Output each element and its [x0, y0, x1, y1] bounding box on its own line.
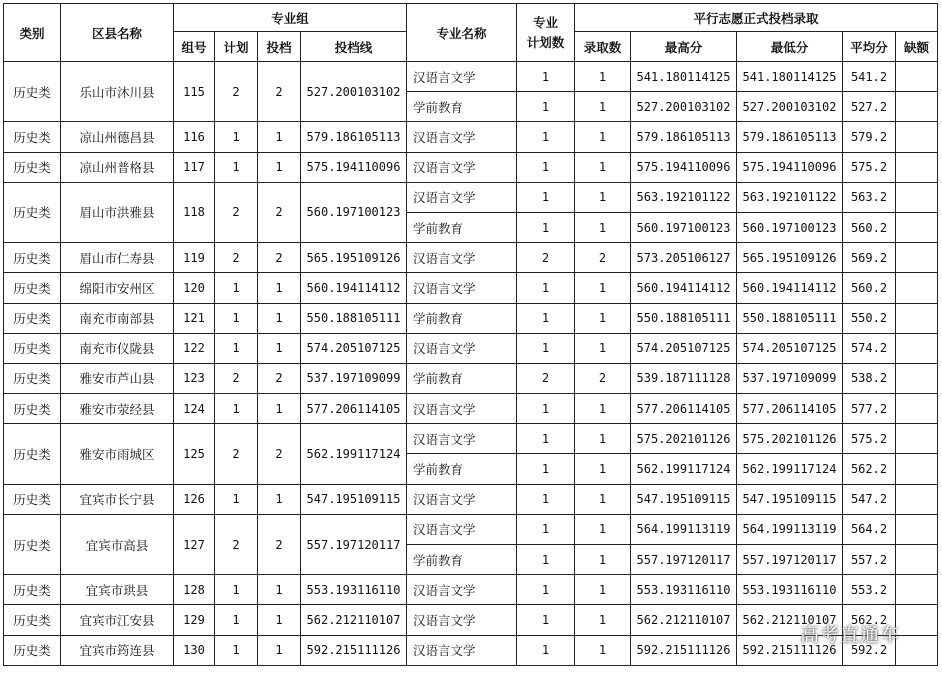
cell-major-plan: 1 — [517, 484, 575, 514]
cell-vacancy — [896, 333, 938, 363]
cell-county: 南充市仪陇县 — [61, 333, 174, 363]
header-admitted: 录取数 — [575, 32, 631, 62]
cell-group-submitted: 2 — [258, 363, 301, 393]
cell-county: 乐山市沐川县 — [61, 62, 174, 122]
cell-group-submitted: 2 — [258, 424, 301, 484]
header-major-plan: 专业 计划数 — [517, 4, 575, 62]
cell-max-score: 557.197120117 — [631, 545, 737, 575]
cell-min-score: 563.192101122 — [737, 182, 843, 212]
cell-group-no: 128 — [174, 575, 215, 605]
cell-major-plan: 1 — [517, 514, 575, 544]
cell-category: 历史类 — [4, 182, 61, 242]
cell-category: 历史类 — [4, 122, 61, 152]
cell-group-submitted: 2 — [258, 62, 301, 122]
cell-min-score: 562.199117124 — [737, 454, 843, 484]
cell-avg-score: 560.2 — [843, 212, 896, 242]
cell-cutoff: 579.186105113 — [301, 122, 407, 152]
header-max-score: 最高分 — [631, 32, 737, 62]
cell-group-no: 125 — [174, 424, 215, 484]
table-row — [4, 303, 938, 333]
cell-cutoff: 562.199117124 — [301, 424, 407, 484]
cell-admitted: 1 — [575, 394, 631, 424]
cell-group-no: 115 — [174, 62, 215, 122]
cell-avg-score: 592.2 — [843, 635, 896, 665]
table-row — [4, 394, 938, 424]
cell-vacancy — [896, 122, 938, 152]
cell-category: 历史类 — [4, 152, 61, 182]
cell-group-no: 121 — [174, 303, 215, 333]
cell-category: 历史类 — [4, 303, 61, 333]
cell-vacancy — [896, 454, 938, 484]
cell-max-score: 550.188105111 — [631, 303, 737, 333]
cell-cutoff: 574.205107125 — [301, 333, 407, 363]
header-group: 专业组 — [174, 4, 407, 32]
cell-max-score: 574.205107125 — [631, 333, 737, 363]
cell-min-score: 527.200103102 — [737, 92, 843, 122]
cell-vacancy — [896, 514, 938, 544]
cell-avg-score: 538.2 — [843, 363, 896, 393]
cell-min-score: 537.197109099 — [737, 363, 843, 393]
cell-group-submitted: 2 — [258, 243, 301, 273]
table-body — [4, 62, 938, 666]
cell-max-score: 575.202101126 — [631, 424, 737, 454]
cell-major-plan: 1 — [517, 62, 575, 92]
cell-max-score: 577.206114105 — [631, 394, 737, 424]
cell-major-name: 汉语言文学 — [407, 635, 517, 665]
cell-cutoff: 547.195109115 — [301, 484, 407, 514]
header-category: 类别 — [4, 4, 61, 62]
cell-min-score: 565.195109126 — [737, 243, 843, 273]
cell-group-plan: 1 — [215, 605, 258, 635]
cell-major-name: 汉语言文学 — [407, 575, 517, 605]
cell-avg-score: 574.2 — [843, 333, 896, 363]
cell-major-name: 汉语言文学 — [407, 62, 517, 92]
cell-min-score: 564.199113119 — [737, 514, 843, 544]
admission-table — [3, 3, 938, 666]
cell-category: 历史类 — [4, 394, 61, 424]
cell-avg-score: 563.2 — [843, 182, 896, 212]
cell-major-plan: 1 — [517, 394, 575, 424]
cell-avg-score: 562.2 — [843, 454, 896, 484]
cell-vacancy — [896, 394, 938, 424]
cell-county: 宜宾市筠连县 — [61, 635, 174, 665]
table-row — [4, 62, 938, 92]
header-major-name: 专业名称 — [407, 4, 517, 62]
cell-cutoff: 577.206114105 — [301, 394, 407, 424]
cell-max-score: 562.199117124 — [631, 454, 737, 484]
cell-county: 宜宾市长宁县 — [61, 484, 174, 514]
table-row — [4, 363, 938, 393]
cell-admitted: 1 — [575, 92, 631, 122]
cell-major-name: 汉语言文学 — [407, 424, 517, 454]
watermark: 高考直通车 — [800, 624, 901, 646]
cell-major-plan: 1 — [517, 454, 575, 484]
cell-vacancy — [896, 424, 938, 454]
cell-major-name: 汉语言文学 — [407, 152, 517, 182]
table-row — [4, 333, 938, 363]
cell-min-score: 557.197120117 — [737, 545, 843, 575]
cell-max-score: 560.194114112 — [631, 273, 737, 303]
cell-group-no: 122 — [174, 333, 215, 363]
cell-category: 历史类 — [4, 575, 61, 605]
cell-vacancy — [896, 273, 938, 303]
cell-major-name: 学前教育 — [407, 545, 517, 575]
cell-county: 眉山市仁寿县 — [61, 243, 174, 273]
cell-county: 凉山州德昌县 — [61, 122, 174, 152]
cell-vacancy — [896, 545, 938, 575]
cell-vacancy — [896, 243, 938, 273]
cell-group-plan: 1 — [215, 303, 258, 333]
cell-admitted: 1 — [575, 212, 631, 242]
cell-group-plan: 2 — [215, 62, 258, 122]
cell-admitted: 1 — [575, 514, 631, 544]
table-row — [4, 635, 938, 665]
cell-group-submitted: 1 — [258, 303, 301, 333]
cell-cutoff: 560.197100123 — [301, 182, 407, 242]
cell-admitted: 1 — [575, 545, 631, 575]
cell-cutoff: 562.212110107 — [301, 605, 407, 635]
cell-group-plan: 2 — [215, 424, 258, 484]
table-row — [4, 424, 938, 454]
header-vacancy: 缺额 — [896, 32, 938, 62]
cell-vacancy — [896, 212, 938, 242]
cell-category: 历史类 — [4, 424, 61, 484]
cell-admitted: 1 — [575, 62, 631, 92]
cell-county: 凉山州普格县 — [61, 152, 174, 182]
cell-group-no: 130 — [174, 635, 215, 665]
cell-group-submitted: 1 — [258, 122, 301, 152]
cell-avg-score: 557.2 — [843, 545, 896, 575]
cell-group-plan: 1 — [215, 122, 258, 152]
header-min-score: 最低分 — [737, 32, 843, 62]
cell-county: 南充市南部县 — [61, 303, 174, 333]
cell-min-score: 560.194114112 — [737, 273, 843, 303]
cell-major-name: 汉语言文学 — [407, 605, 517, 635]
cell-min-score: 577.206114105 — [737, 394, 843, 424]
cell-admitted: 1 — [575, 152, 631, 182]
cell-group-plan: 2 — [215, 182, 258, 242]
cell-max-score: 560.197100123 — [631, 212, 737, 242]
table-header — [4, 4, 938, 62]
cell-avg-score: 575.2 — [843, 424, 896, 454]
header-cutoff: 投档线 — [301, 32, 407, 62]
cell-min-score: 550.188105111 — [737, 303, 843, 333]
table-row — [4, 575, 938, 605]
header-parallel: 平行志愿正式投档录取 — [575, 4, 938, 32]
header-group-no: 组号 — [174, 32, 215, 62]
cell-major-name: 汉语言文学 — [407, 333, 517, 363]
header-group-plan: 计划 — [215, 32, 258, 62]
cell-major-name: 学前教育 — [407, 212, 517, 242]
cell-max-score: 547.195109115 — [631, 484, 737, 514]
cell-category: 历史类 — [4, 605, 61, 635]
cell-min-score: 592.215111126 — [737, 635, 843, 665]
cell-admitted: 1 — [575, 122, 631, 152]
cell-max-score: 553.193116110 — [631, 575, 737, 605]
cell-major-plan: 1 — [517, 575, 575, 605]
cell-group-no: 127 — [174, 514, 215, 574]
cell-group-plan: 2 — [215, 363, 258, 393]
cell-cutoff: 575.194110096 — [301, 152, 407, 182]
cell-admitted: 2 — [575, 243, 631, 273]
cell-cutoff: 527.200103102 — [301, 62, 407, 122]
cell-major-name: 汉语言文学 — [407, 394, 517, 424]
cell-admitted: 1 — [575, 303, 631, 333]
cell-min-score: 575.202101126 — [737, 424, 843, 454]
cell-group-no: 118 — [174, 182, 215, 242]
cell-major-name: 学前教育 — [407, 303, 517, 333]
cell-group-no: 119 — [174, 243, 215, 273]
cell-major-plan: 2 — [517, 243, 575, 273]
cell-min-score: 553.193116110 — [737, 575, 843, 605]
cell-avg-score: 579.2 — [843, 122, 896, 152]
cell-cutoff: 537.197109099 — [301, 363, 407, 393]
cell-cutoff: 557.197120117 — [301, 514, 407, 574]
cell-county: 宜宾市珙县 — [61, 575, 174, 605]
cell-vacancy — [896, 635, 938, 665]
cell-cutoff: 592.215111126 — [301, 635, 407, 665]
cell-vacancy — [896, 605, 938, 635]
cell-county: 雅安市芦山县 — [61, 363, 174, 393]
cell-admitted: 1 — [575, 273, 631, 303]
cell-major-plan: 1 — [517, 635, 575, 665]
cell-vacancy — [896, 92, 938, 122]
cell-admitted: 1 — [575, 424, 631, 454]
cell-group-plan: 2 — [215, 243, 258, 273]
cell-avg-score: 577.2 — [843, 394, 896, 424]
cell-county: 绵阳市安州区 — [61, 273, 174, 303]
cell-avg-score: 562.2 — [843, 605, 896, 635]
cell-major-name: 学前教育 — [407, 92, 517, 122]
cell-vacancy — [896, 182, 938, 212]
cell-min-score: 541.180114125 — [737, 62, 843, 92]
cell-major-plan: 1 — [517, 212, 575, 242]
table-row — [4, 514, 938, 544]
cell-major-name: 学前教育 — [407, 454, 517, 484]
cell-major-plan: 1 — [517, 182, 575, 212]
cell-major-plan: 1 — [517, 122, 575, 152]
cell-group-no: 129 — [174, 605, 215, 635]
cell-avg-score: 541.2 — [843, 62, 896, 92]
cell-avg-score: 553.2 — [843, 575, 896, 605]
cell-max-score: 562.212110107 — [631, 605, 737, 635]
cell-group-no: 117 — [174, 152, 215, 182]
cell-avg-score: 575.2 — [843, 152, 896, 182]
cell-group-plan: 1 — [215, 273, 258, 303]
header-county: 区县名称 — [61, 4, 174, 62]
cell-county: 眉山市洪雅县 — [61, 182, 174, 242]
cell-major-plan: 1 — [517, 545, 575, 575]
cell-cutoff: 553.193116110 — [301, 575, 407, 605]
cell-group-no: 116 — [174, 122, 215, 152]
cell-group-submitted: 1 — [258, 575, 301, 605]
cell-avg-score: 550.2 — [843, 303, 896, 333]
cell-cutoff: 565.195109126 — [301, 243, 407, 273]
cell-major-plan: 1 — [517, 273, 575, 303]
cell-admitted: 1 — [575, 575, 631, 605]
cell-vacancy — [896, 62, 938, 92]
cell-group-plan: 1 — [215, 635, 258, 665]
cell-min-score: 575.194110096 — [737, 152, 843, 182]
cell-max-score: 563.192101122 — [631, 182, 737, 212]
cell-major-plan: 1 — [517, 333, 575, 363]
cell-category: 历史类 — [4, 363, 61, 393]
cell-major-name: 汉语言文学 — [407, 514, 517, 544]
cell-avg-score: 564.2 — [843, 514, 896, 544]
table-row — [4, 605, 938, 635]
cell-admitted: 1 — [575, 635, 631, 665]
cell-group-plan: 1 — [215, 394, 258, 424]
table-row — [4, 273, 938, 303]
cell-category: 历史类 — [4, 243, 61, 273]
cell-admitted: 1 — [575, 333, 631, 363]
cell-min-score: 560.197100123 — [737, 212, 843, 242]
cell-category: 历史类 — [4, 62, 61, 122]
cell-major-plan: 1 — [517, 424, 575, 454]
cell-admitted: 1 — [575, 484, 631, 514]
cell-max-score: 564.199113119 — [631, 514, 737, 544]
cell-category: 历史类 — [4, 333, 61, 363]
header-avg-score: 平均分 — [843, 32, 896, 62]
cell-major-name: 汉语言文学 — [407, 122, 517, 152]
cell-admitted: 2 — [575, 363, 631, 393]
cell-max-score: 573.205106127 — [631, 243, 737, 273]
cell-county: 雅安市雨城区 — [61, 424, 174, 484]
cell-min-score: 579.186105113 — [737, 122, 843, 152]
table-row — [4, 484, 938, 514]
cell-major-name: 汉语言文学 — [407, 273, 517, 303]
cell-group-plan: 1 — [215, 575, 258, 605]
cell-major-plan: 1 — [517, 303, 575, 333]
header-group-submitted: 投档 — [258, 32, 301, 62]
cell-max-score: 539.187111128 — [631, 363, 737, 393]
cell-group-submitted: 1 — [258, 273, 301, 303]
cell-group-submitted: 1 — [258, 635, 301, 665]
cell-admitted: 1 — [575, 605, 631, 635]
cell-max-score: 527.200103102 — [631, 92, 737, 122]
cell-group-plan: 1 — [215, 152, 258, 182]
cell-major-name: 学前教育 — [407, 363, 517, 393]
cell-group-no: 126 — [174, 484, 215, 514]
cell-category: 历史类 — [4, 273, 61, 303]
cell-max-score: 592.215111126 — [631, 635, 737, 665]
cell-min-score: 562.212110107 — [737, 605, 843, 635]
cell-admitted: 1 — [575, 182, 631, 212]
cell-county: 宜宾市高县 — [61, 514, 174, 574]
cell-group-submitted: 2 — [258, 182, 301, 242]
cell-major-name: 汉语言文学 — [407, 484, 517, 514]
cell-group-submitted: 1 — [258, 605, 301, 635]
cell-major-name: 汉语言文学 — [407, 182, 517, 212]
cell-major-name: 汉语言文学 — [407, 243, 517, 273]
cell-min-score: 547.195109115 — [737, 484, 843, 514]
admission-table-wrap — [3, 3, 938, 666]
cell-group-plan: 2 — [215, 514, 258, 574]
cell-group-submitted: 1 — [258, 484, 301, 514]
cell-max-score: 575.194110096 — [631, 152, 737, 182]
table-row — [4, 243, 938, 273]
cell-vacancy — [896, 484, 938, 514]
cell-vacancy — [896, 152, 938, 182]
cell-avg-score: 527.2 — [843, 92, 896, 122]
cell-group-plan: 1 — [215, 484, 258, 514]
cell-vacancy — [896, 575, 938, 605]
cell-major-plan: 1 — [517, 92, 575, 122]
cell-group-submitted: 1 — [258, 333, 301, 363]
cell-max-score: 579.186105113 — [631, 122, 737, 152]
cell-major-plan: 1 — [517, 605, 575, 635]
cell-group-no: 123 — [174, 363, 215, 393]
cell-max-score: 541.180114125 — [631, 62, 737, 92]
cell-min-score: 574.205107125 — [737, 333, 843, 363]
cell-group-plan: 1 — [215, 333, 258, 363]
cell-vacancy — [896, 363, 938, 393]
table-row — [4, 182, 938, 212]
cell-cutoff: 560.194114112 — [301, 273, 407, 303]
cell-admitted: 1 — [575, 454, 631, 484]
cell-county: 雅安市荥经县 — [61, 394, 174, 424]
cell-category: 历史类 — [4, 484, 61, 514]
cell-category: 历史类 — [4, 635, 61, 665]
cell-county: 宜宾市江安县 — [61, 605, 174, 635]
cell-category: 历史类 — [4, 514, 61, 574]
cell-cutoff: 550.188105111 — [301, 303, 407, 333]
cell-avg-score: 569.2 — [843, 243, 896, 273]
cell-major-plan: 2 — [517, 363, 575, 393]
cell-major-plan: 1 — [517, 152, 575, 182]
cell-group-no: 124 — [174, 394, 215, 424]
cell-group-submitted: 1 — [258, 394, 301, 424]
cell-group-submitted: 2 — [258, 514, 301, 574]
table-row — [4, 122, 938, 152]
cell-vacancy — [896, 303, 938, 333]
table-row — [4, 152, 938, 182]
cell-avg-score: 560.2 — [843, 273, 896, 303]
cell-avg-score: 547.2 — [843, 484, 896, 514]
cell-group-submitted: 1 — [258, 152, 301, 182]
cell-group-no: 120 — [174, 273, 215, 303]
